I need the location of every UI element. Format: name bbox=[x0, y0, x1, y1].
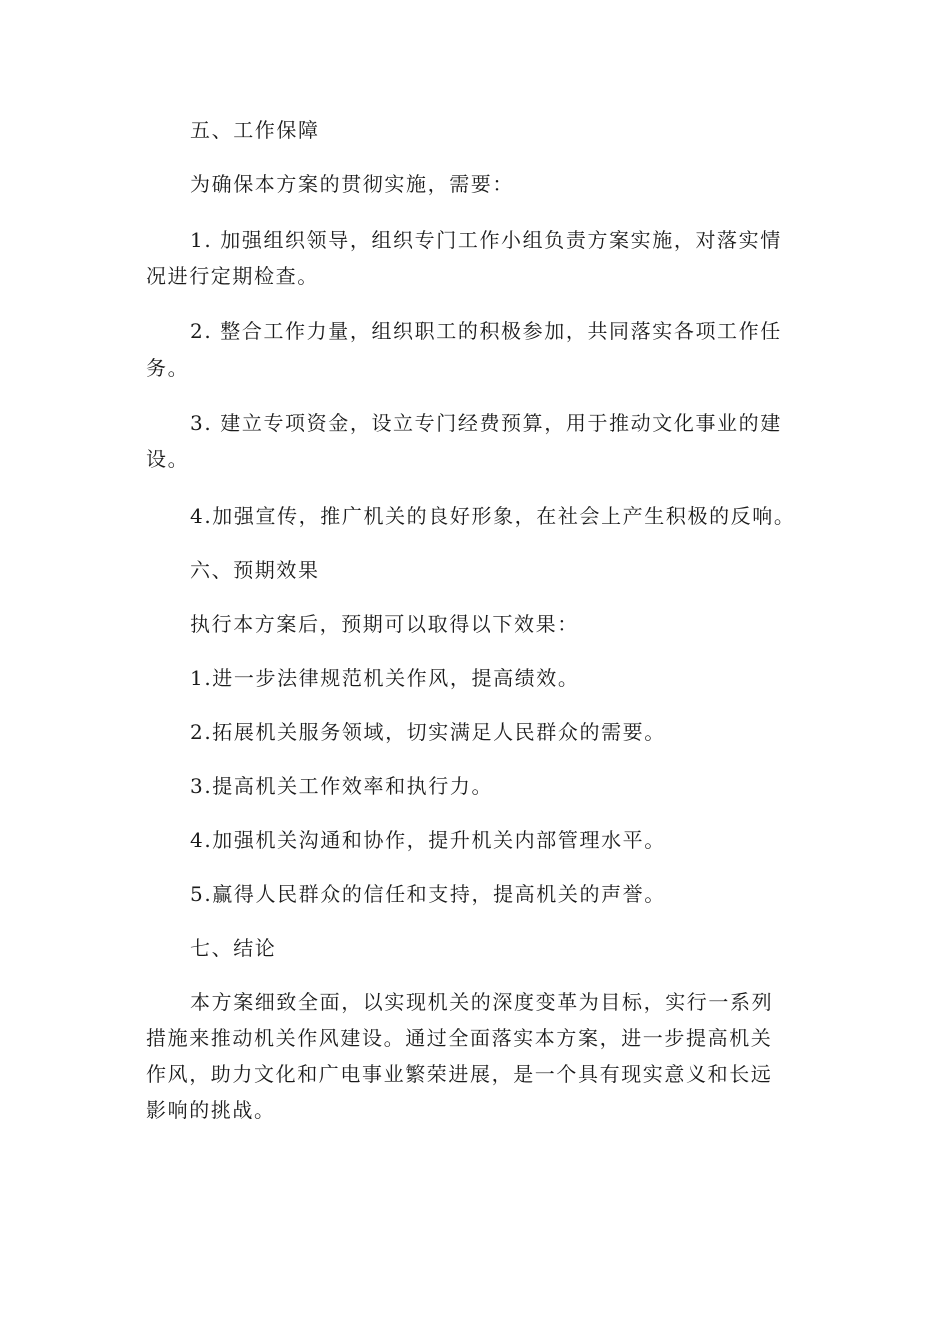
list-item: 4.加强宣传，推广机关的良好形象，在社会上产生积极的反响。 bbox=[190, 504, 796, 528]
paragraph: 执行本方案后，预期可以取得以下效果： bbox=[190, 612, 579, 636]
list-item: 5.赢得人民群众的信任和支持，提高机关的声誉。 bbox=[190, 882, 666, 906]
list-item: 1. 加强组织领导，组织专门工作小组负责方案实施，对落实情 bbox=[190, 228, 782, 252]
paragraph-line: 本方案细致全面，以实现机关的深度变革为目标，实行一系列 bbox=[190, 990, 774, 1014]
paragraph-line: 作风，助力文化和广电事业繁荣进展，是一个具有现实意义和长远 bbox=[146, 1062, 773, 1086]
paragraph-line: 措施来推动机关作风建设。通过全面落实本方案，进一步提高机关 bbox=[146, 1026, 773, 1050]
list-item-continuation: 设。 bbox=[146, 447, 190, 471]
list-item-continuation: 务。 bbox=[146, 356, 190, 380]
list-item: 2.拓展机关服务领域，切实满足人民群众的需要。 bbox=[190, 720, 666, 744]
section-heading: 七、结论 bbox=[190, 936, 277, 960]
section-heading: 五、工作保障 bbox=[190, 118, 320, 142]
list-item: 1.进一步法律规范机关作风，提高绩效。 bbox=[190, 666, 580, 690]
section-heading: 六、预期效果 bbox=[190, 558, 320, 582]
paragraph-line: 影响的挑战。 bbox=[146, 1098, 276, 1122]
list-item: 3.提高机关工作效率和执行力。 bbox=[190, 774, 494, 798]
list-item: 3. 建立专项资金，设立专门经费预算，用于推动文化事业的建 bbox=[190, 411, 782, 435]
list-item: 2. 整合工作力量，组织职工的积极参加，共同落实各项工作任 bbox=[190, 319, 782, 343]
list-item: 4.加强机关沟通和协作，提升机关内部管理水平。 bbox=[190, 828, 666, 852]
paragraph: 为确保本方案的贯彻实施，需要： bbox=[190, 172, 514, 196]
list-item-continuation: 况进行定期检查。 bbox=[146, 264, 319, 288]
